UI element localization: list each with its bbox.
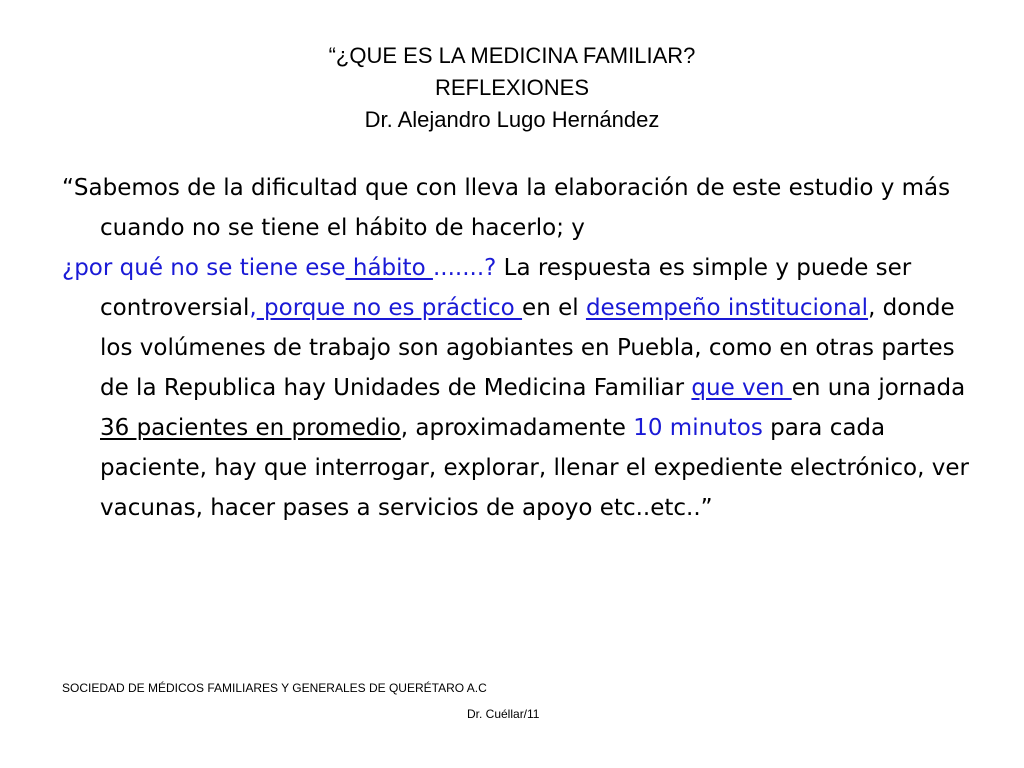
question-end: .......? <box>432 255 497 281</box>
title-line-3: Dr. Alejandro Lugo Hernández <box>364 107 660 132</box>
title-line-1: “¿QUE ES LA MEDICINA FAMILIAR? <box>328 43 696 68</box>
question-start: ¿por qué no se tiene ese <box>62 255 346 281</box>
title-line-2: REFLEXIONES <box>434 75 590 100</box>
text-segment-4: en una jornada <box>791 375 966 401</box>
paragraph-intro: “Sabemos de la dificultad que con lleva la elaboración de este estudio y más cuando no se tiene el hábito de hacerlo; y <box>62 175 951 241</box>
comma: , <box>249 295 257 321</box>
que-ven-link[interactable]: que ven <box>691 375 792 401</box>
text-segment-6: para cada paciente, hay que interrogar, explorar, llenar el expediente electrónico, ver vacunas, hacer pases a servicios de apoyo etc..etc..” <box>100 415 969 521</box>
minutos-highlight: 10 minutos <box>633 415 763 441</box>
text-segment-3: , donde los volúmenes de trabajo son agobiantes en Puebla, como en otras partes de la Republica hay Unidades de Medicina Familiar <box>100 295 955 401</box>
desempeno-institucional-link[interactable]: desempeño institucional <box>585 295 869 321</box>
slide-title <box>0 40 1024 136</box>
habito-link[interactable]: hábito <box>345 255 433 281</box>
footer-credit: Dr. Cuéllar/11 <box>467 707 540 721</box>
slide-body <box>62 168 982 528</box>
paragraph-main <box>62 248 982 528</box>
porque-no-es-practico-link[interactable]: porque no es práctico <box>256 295 523 321</box>
text-segment-2: en el <box>522 295 586 321</box>
footer-society: SOCIEDAD DE MÉDICOS FAMILIARES Y GENERALES DE QUERÉTARO A.C <box>62 681 487 695</box>
text-segment-5: , aproximadamente <box>400 415 634 441</box>
pacientes-underlined: 36 pacientes en promedio <box>100 415 401 441</box>
text-segment-1: La respuesta es simple y puede ser controversial <box>100 255 912 321</box>
